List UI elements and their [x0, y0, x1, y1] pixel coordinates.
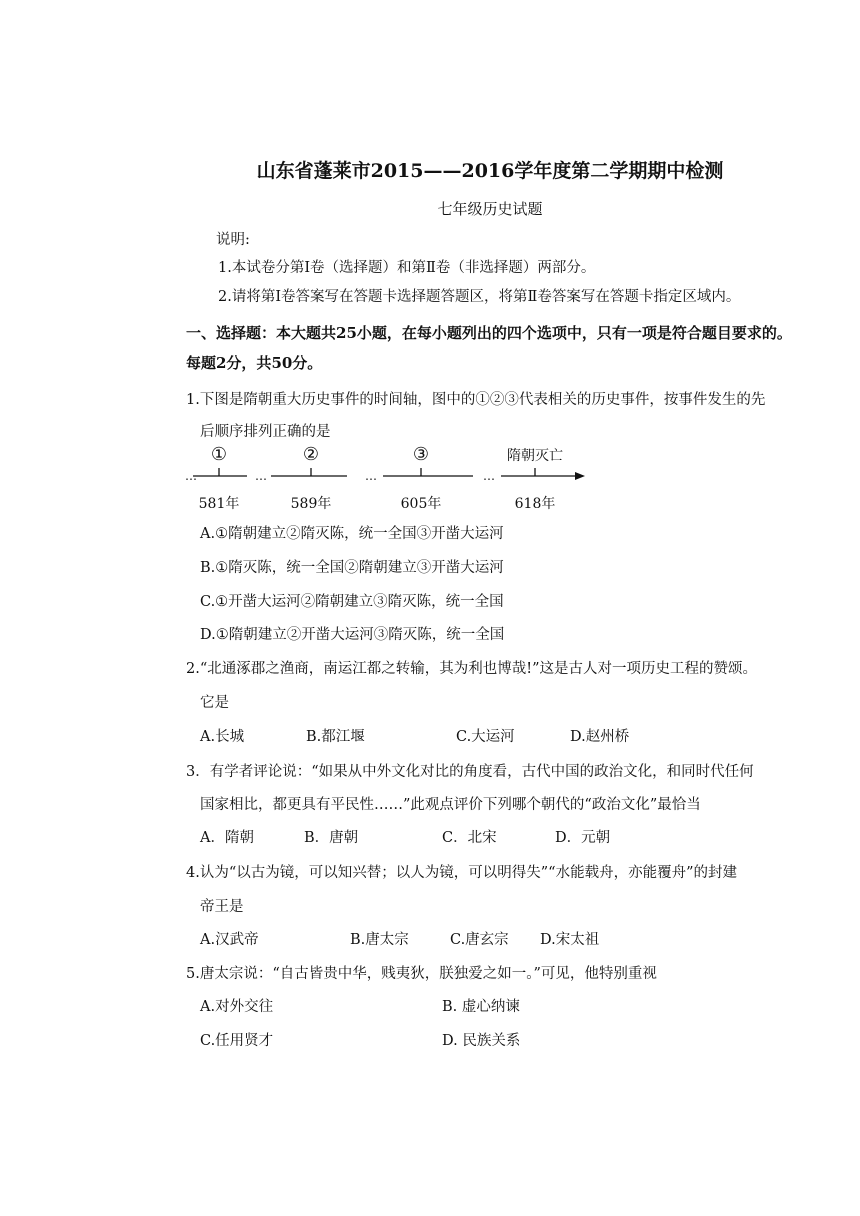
timeline-dots: …	[483, 469, 495, 483]
timeline-arrowhead	[575, 472, 585, 480]
question-4-option-d: D.宋太祖	[540, 932, 600, 948]
question-2-option-c: C.大运河	[456, 729, 515, 745]
question-3-option-b: B．唐朝	[304, 830, 359, 846]
instruction-item-1: 1.本试卷分第Ⅰ卷（选择题）和第Ⅱ卷（非选择题）两部分。	[218, 260, 596, 276]
question-2-stem-line1: 2.“北通涿郡之渔商，南运江都之转输，其为利也博哉!”这是古人对一项历史工程的赞颂。	[186, 661, 757, 677]
page-title: 山东省蓬莱市2015——2016学年度第二学期期中检测	[256, 160, 724, 182]
timeline-marker-4: 隋朝灭亡	[507, 448, 563, 464]
timeline-year-1: 581年	[198, 496, 240, 512]
question-1-option-a: A.①隋朝建立②隋灭陈，统一全国③开凿大运河	[200, 526, 504, 542]
question-3-stem-line2: 国家相比，都更具有平民性……”此观点评价下列哪个朝代的“政治文化”最恰当	[200, 797, 701, 813]
question-1-option-c: C.①开凿大运河②隋朝建立③隋灭陈，统一全国	[200, 594, 504, 610]
question-3-stem-line1: 3．有学者评论说：“如果从中外文化对比的角度看，古代中国的政治文化，和同时代任何	[186, 764, 754, 780]
question-4-stem-line1: 4.认为“以古为镜，可以知兴替；以人为镜，可以明得失”“水能载舟，亦能覆舟”的封建	[186, 865, 737, 881]
timeline-marker-3: ③	[412, 444, 430, 465]
question-4-option-b: B.唐太宗	[350, 932, 409, 948]
timeline-dots: …	[255, 469, 267, 483]
timeline-year-3: 605年	[400, 496, 442, 512]
question-3-option-d: D．元朝	[555, 830, 611, 846]
instruction-item-2: 2.请将第Ⅰ卷答案写在答题卡选择题答题区，将第Ⅱ卷答案写在答题卡指定区域内。	[218, 289, 741, 305]
question-1-stem-line1: 1.下图是隋朝重大历史事件的时间轴，图中的①②③代表相关的历史事件，按事件发生的先	[186, 392, 766, 408]
question-2-option-d: D.赵州桥	[570, 729, 630, 745]
timeline-dots: …	[365, 469, 377, 483]
timeline-year-4: 618年	[514, 496, 556, 512]
timeline-year-2: 589年	[290, 496, 332, 512]
question-5-option-c: C.任用贤才	[200, 1033, 274, 1049]
question-2-stem-line2: 它是	[200, 695, 229, 711]
question-4-stem-line2: 帝王是	[200, 899, 244, 915]
question-5-option-d: D. 民族关系	[442, 1033, 521, 1049]
question-5-stem-line1: 5.唐太宗说：“自古皆贵中华，贱夷狄，朕独爱之如一。”可见，他特别重视	[186, 966, 657, 982]
question-5-option-b: B. 虚心纳谏	[442, 999, 520, 1015]
question-1-stem-line2: 后顺序排列正确的是	[200, 424, 331, 440]
question-5-option-a: A.对外交往	[200, 999, 274, 1015]
question-4-option-c: C.唐玄宗	[450, 932, 509, 948]
timeline-figure	[185, 442, 595, 516]
timeline-marker-1: ①	[210, 444, 228, 465]
section-heading-line1: 一、选择题：本大题共25小题，在每小题列出的四个选项中，只有一项是符合题目要求的。	[186, 324, 792, 342]
question-2-option-b: B.都江堰	[306, 729, 365, 745]
timeline-dots: …	[185, 469, 197, 483]
question-2-option-a: A.长城	[200, 729, 245, 745]
page-subtitle: 七年级历史试题	[437, 200, 543, 218]
question-1-option-d: D.①隋朝建立②开凿大运河③隋灭陈，统一全国	[200, 627, 505, 643]
question-3-option-a: A．隋朝	[200, 830, 254, 846]
question-3-option-c: C．北宋	[442, 830, 497, 846]
question-4-option-a: A.汉武帝	[200, 932, 259, 948]
timeline-marker-2: ②	[302, 444, 320, 465]
question-1-option-b: B.①隋灭陈，统一全国②隋朝建立③开凿大运河	[200, 560, 504, 576]
section-heading-line2: 每题2分，共50分。	[186, 354, 323, 372]
instructions-label: 说明:	[216, 232, 250, 248]
